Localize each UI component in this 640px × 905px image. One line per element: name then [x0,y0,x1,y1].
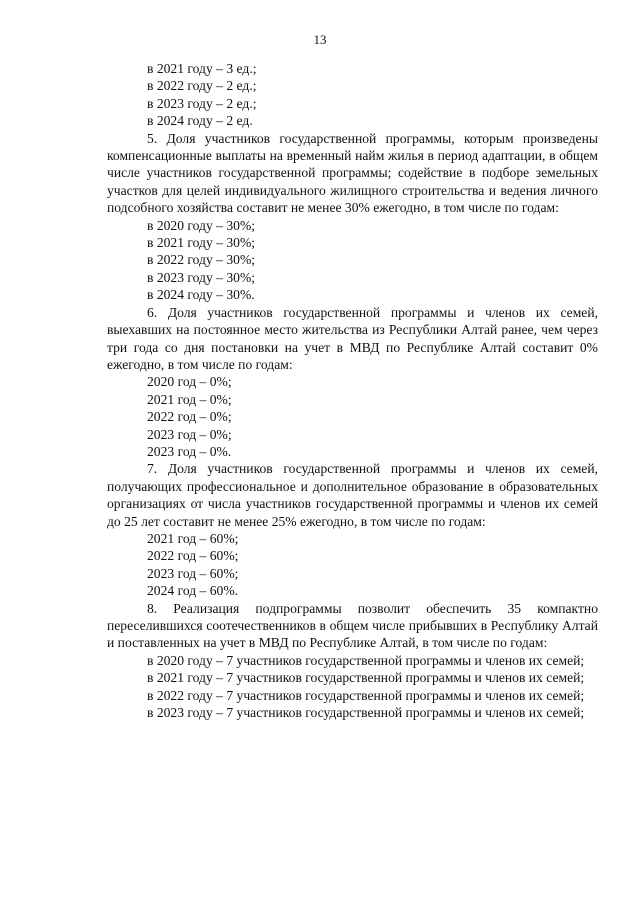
paragraph: 5. Доля участников государственной программы, которым произведены компенсационные выплаты на временный найм жилья в период адаптации, в общем числе участников государственной программы; содействие в подборе земельных участков для целей индивидуального жилищного строительства и ведения личного подсобного хозяйства составит не менее 30% ежегодно, в том числе по годам: [107,130,598,216]
list-line: 2020 год – 0%; [147,374,232,390]
list-line: в 2023 году – 2 ед.; [147,95,257,111]
page-number: 13 [313,32,327,47]
list-line: в 2020 году – 30%; [147,217,256,233]
paragraph: 7. Доля участников государственной программы и членов их семей, получающих профессиональное и дополнительное образование в образовательных организациях от числа участников государственной программы и членов их семей до 25 лет составит не менее 25% ежегодно, в том числе по годам: [107,461,598,529]
list-line: 2024 год – 60%. [147,583,239,599]
list-line: 2022 год – 0%; [147,409,232,425]
list-line: в 2023 году – 30%; [147,269,256,285]
list-line: в 2022 году – 2 ед.; [147,78,257,94]
list-line: в 2021 году – 30%; [147,235,256,251]
list-line: в 2024 году – 2 ед. [147,113,253,129]
paragraph: в 2022 году – 7 участников государственной программы и членов их семей; [147,687,585,703]
list-line: 2022 год – 60%; [147,548,239,564]
paragraph: 6. Доля участников государственной программы и членов их семей, выехавших на постоянное место жительства из Республики Алтай ранее, чем через три года со дня постановки на учет в МВД по Республике Алтай составит 0% ежегодно, в том числе по годам: [107,304,598,372]
list-line: 2021 год – 60%; [147,530,239,546]
list-line: 2023 год – 0%; [147,426,232,442]
paragraph: 8. Реализация подпрограммы позволит обеспечить 35 компактно переселившихся соотечественников в общем числе прибывших в Республику Алтай и поставленных на учет в МВД по Республике Алтай, в том числе по годам: [107,600,598,651]
paragraph: в 2020 году – 7 участников государственной программы и членов их семей; [147,652,585,668]
paragraph: в 2023 году – 7 участников государственной программы и членов их семей; [147,705,585,721]
document-body [107,60,598,721]
list-line: 2021 год – 0%; [147,391,232,407]
list-line: в 2024 году – 30%. [147,287,255,303]
list-line: в 2022 году – 30%; [147,252,256,268]
list-line: в 2021 году – 3 ед.; [147,61,257,76]
list-line: 2023 год – 0%. [147,443,232,459]
list-line: 2023 год – 60%; [147,565,239,581]
paragraph: в 2021 году – 7 участников государственной программы и членов их семей; [147,670,585,686]
